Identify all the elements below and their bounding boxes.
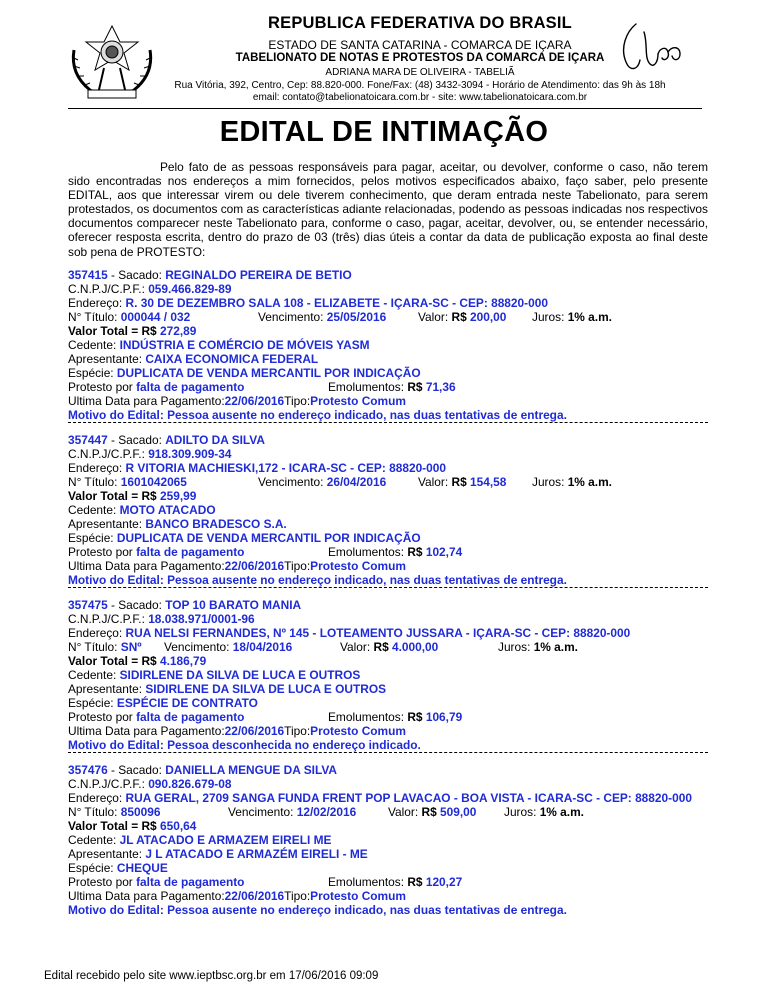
signature-mark	[614, 18, 694, 78]
record-motivo-line: Motivo do Edital: Pessoa ausente no endereço indicado, nas duas tentativas de entrega.	[68, 903, 567, 917]
record-address-line: Endereço: RUA GERAL, 2709 SANGA FUNDA FRENT POP LAVACAO - BOA VISTA - ICARA-SC - CEP: 88820-000	[68, 791, 692, 805]
record-cnpj-line: C.N.P.J/C.P.F.: 090.826.679-08	[68, 777, 232, 791]
record-apresentante-line: Apresentante: BANCO BRADESCO S.A.	[68, 517, 287, 531]
record-cnpj-line: C.N.P.J/C.P.F.: 18.038.971/0001-96	[68, 612, 255, 626]
record-separator	[68, 422, 708, 429]
record-apresentante-line: Apresentante: J L ATACADO E ARMAZÉM EIRELI - ME	[68, 847, 368, 861]
document-title: EDITAL DE INTIMAÇÃO	[219, 116, 549, 148]
record-cnpj-line: C.N.P.J/C.P.F.: 918.309.909-34	[68, 447, 232, 461]
record-motivo-line: Motivo do Edital: Pessoa desconhecida no endereço indicado.	[68, 738, 421, 752]
header-title: REPUBLICA FEDERATIVA DO BRASIL	[268, 14, 572, 32]
record-ultima-line: Ultima Data para Pagamento:22/06/2016Tipo:Protesto Comum	[68, 394, 406, 408]
record-especie-line: Espécie: DUPLICATA DE VENDA MERCANTIL POR INDICAÇÃO	[68, 531, 421, 545]
record-motivo-line: Motivo do Edital: Pessoa ausente no endereço indicado, nas duas tentativas de entrega.	[68, 408, 567, 422]
header-notary: ADRIANA MARA DE OLIVEIRA - TABELIÃ	[325, 67, 515, 78]
record-protesto-line: Protesto por falta de pagamento Emolumentos: R$ 102,74	[68, 545, 463, 559]
record-cedente-line: Cedente: INDÚSTRIA E COMÉRCIO DE MÓVEIS YASM	[68, 338, 370, 352]
records-list	[68, 268, 708, 917]
record-total-line: Valor Total = R$ 650,64	[68, 819, 197, 833]
record-especie-line: Espécie: ESPÉCIE DE CONTRATO	[68, 696, 258, 710]
record-protesto-line: Protesto por falta de pagamento Emolumentos: R$ 106,79	[68, 710, 463, 724]
record-cedente-line: Cedente: MOTO ATACADO	[68, 503, 216, 517]
record-total-line: Valor Total = R$ 4.186,79	[68, 654, 207, 668]
record-apresentante-line: Apresentante: SIDIRLENE DA SILVA DE LUCA E OUTROS	[68, 682, 387, 696]
intro-paragraph: Pelo fato de as pessoas responsáveis para pagar, aceitar, ou devolver, conforme o caso, não terem sido encontradas nos endereços a mim fornecidos, pelos motivos especificados abaixo, faço saber, pelo presente EDITAL, aos que interessar virem ou dele tiverem conhecimento, que deram entrada neste Tabelionato, para serem protestados, os documentos com as características adiante relacionadas, podendo as pessoas indicadas nos respectivos documentos comparecer neste Tabelionato para, conforme o caso, pagar, aceitar, devolver, ou, se entender necessário, oferecer resposta escrita, dentro do prazo de 03 (três) dias úteis a contar da data de publicação exposta ao final deste sob pena de PROTESTO:	[68, 160, 708, 259]
record-total-line: Valor Total = R$ 259,99	[68, 489, 197, 503]
record-cnpj-line: C.N.P.J/C.P.F.: 059.466.829-89	[68, 282, 232, 296]
record-address-line: Endereço: R VITORIA MACHIESKI,172 - ICARA-SC - CEP: 88820-000	[68, 461, 446, 475]
coat-of-arms-seal	[64, 16, 160, 104]
header-divider	[68, 108, 702, 109]
record-block	[68, 598, 708, 752]
record-protocol-line: 357415 - Sacado: REGINALDO PEREIRA DE BETIO	[68, 268, 352, 282]
header-office: TABELIONATO DE NOTAS E PROTESTOS DA COMARCA DE IÇARA	[235, 52, 605, 64]
record-ultima-line: Ultima Data para Pagamento:22/06/2016Tipo:Protesto Comum	[68, 889, 406, 903]
record-separator	[68, 587, 708, 594]
footer-note: Edital recebido pelo site www.ieptbsc.org.br em 17/06/2016 09:09	[44, 970, 379, 982]
record-ultima-line: Ultima Data para Pagamento:22/06/2016Tipo:Protesto Comum	[68, 559, 406, 573]
record-motivo-line: Motivo do Edital: Pessoa ausente no endereço indicado, nas duas tentativas de entrega.	[68, 573, 567, 587]
record-block	[68, 268, 708, 422]
header-contact: email: contato@tabelionatoicara.com.br - site: www.tabelionatoicara.com.br	[252, 92, 588, 103]
record-block	[68, 763, 708, 917]
record-title-line: N° Título: SNº Vencimento: 18/04/2016 Valor: R$ 4.000,00 Juros: 1% a.m.	[68, 640, 578, 654]
record-protesto-line: Protesto por falta de pagamento Emolumentos: R$ 120,27	[68, 875, 463, 889]
record-protocol-line: 357475 - Sacado: TOP 10 BARATO MANIA	[68, 598, 302, 612]
record-title-line: N° Título: 850096 Vencimento: 12/02/2016 Valor: R$ 509,00 Juros: 1% a.m.	[68, 805, 584, 819]
record-ultima-line: Ultima Data para Pagamento:22/06/2016Tipo:Protesto Comum	[68, 724, 406, 738]
record-block	[68, 433, 708, 587]
record-especie-line: Espécie: CHEQUE	[68, 861, 168, 875]
record-title-line: N° Título: 000044 / 032 Vencimento: 25/05/2016 Valor: R$ 200,00 Juros: 1% a.m.	[68, 310, 612, 324]
record-cedente-line: Cedente: SIDIRLENE DA SILVA DE LUCA E OUTROS	[68, 668, 361, 682]
record-title-line: N° Título: 1601042065 Vencimento: 26/04/2016 Valor: R$ 154,58 Juros: 1% a.m.	[68, 475, 612, 489]
record-especie-line: Espécie: DUPLICATA DE VENDA MERCANTIL POR INDICAÇÃO	[68, 366, 421, 380]
record-address-line: Endereço: R. 30 DE DEZEMBRO SALA 108 - ELIZABETE - IÇARA-SC - CEP: 88820-000	[68, 296, 548, 310]
record-protocol-line: 357476 - Sacado: DANIELLA MENGUE DA SILVA	[68, 763, 337, 777]
record-protocol-line: 357447 - Sacado: ADILTO DA SILVA	[68, 433, 265, 447]
record-protesto-line: Protesto por falta de pagamento Emolumentos: R$ 71,36	[68, 380, 456, 394]
record-total-line: Valor Total = R$ 272,89	[68, 324, 197, 338]
header-address: Rua Vitória, 392, Centro, Cep: 88.820-000. Fone/Fax: (48) 3432-3094 - Horário de Atendimento: das 9h às 18h	[174, 80, 666, 91]
record-separator	[68, 752, 708, 759]
header-state: ESTADO DE SANTA CATARINA - COMARCA DE IÇARA	[268, 38, 572, 52]
record-address-line: Endereço: RUA NELSI FERNANDES, Nº 145 - LOTEAMENTO JUSSARA - IÇARA-SC - CEP: 88820-000	[68, 626, 631, 640]
record-cedente-line: Cedente: JL ATACADO E ARMAZEM EIRELI ME	[68, 833, 332, 847]
record-apresentante-line: Apresentante: CAIXA ECONOMICA FEDERAL	[68, 352, 319, 366]
